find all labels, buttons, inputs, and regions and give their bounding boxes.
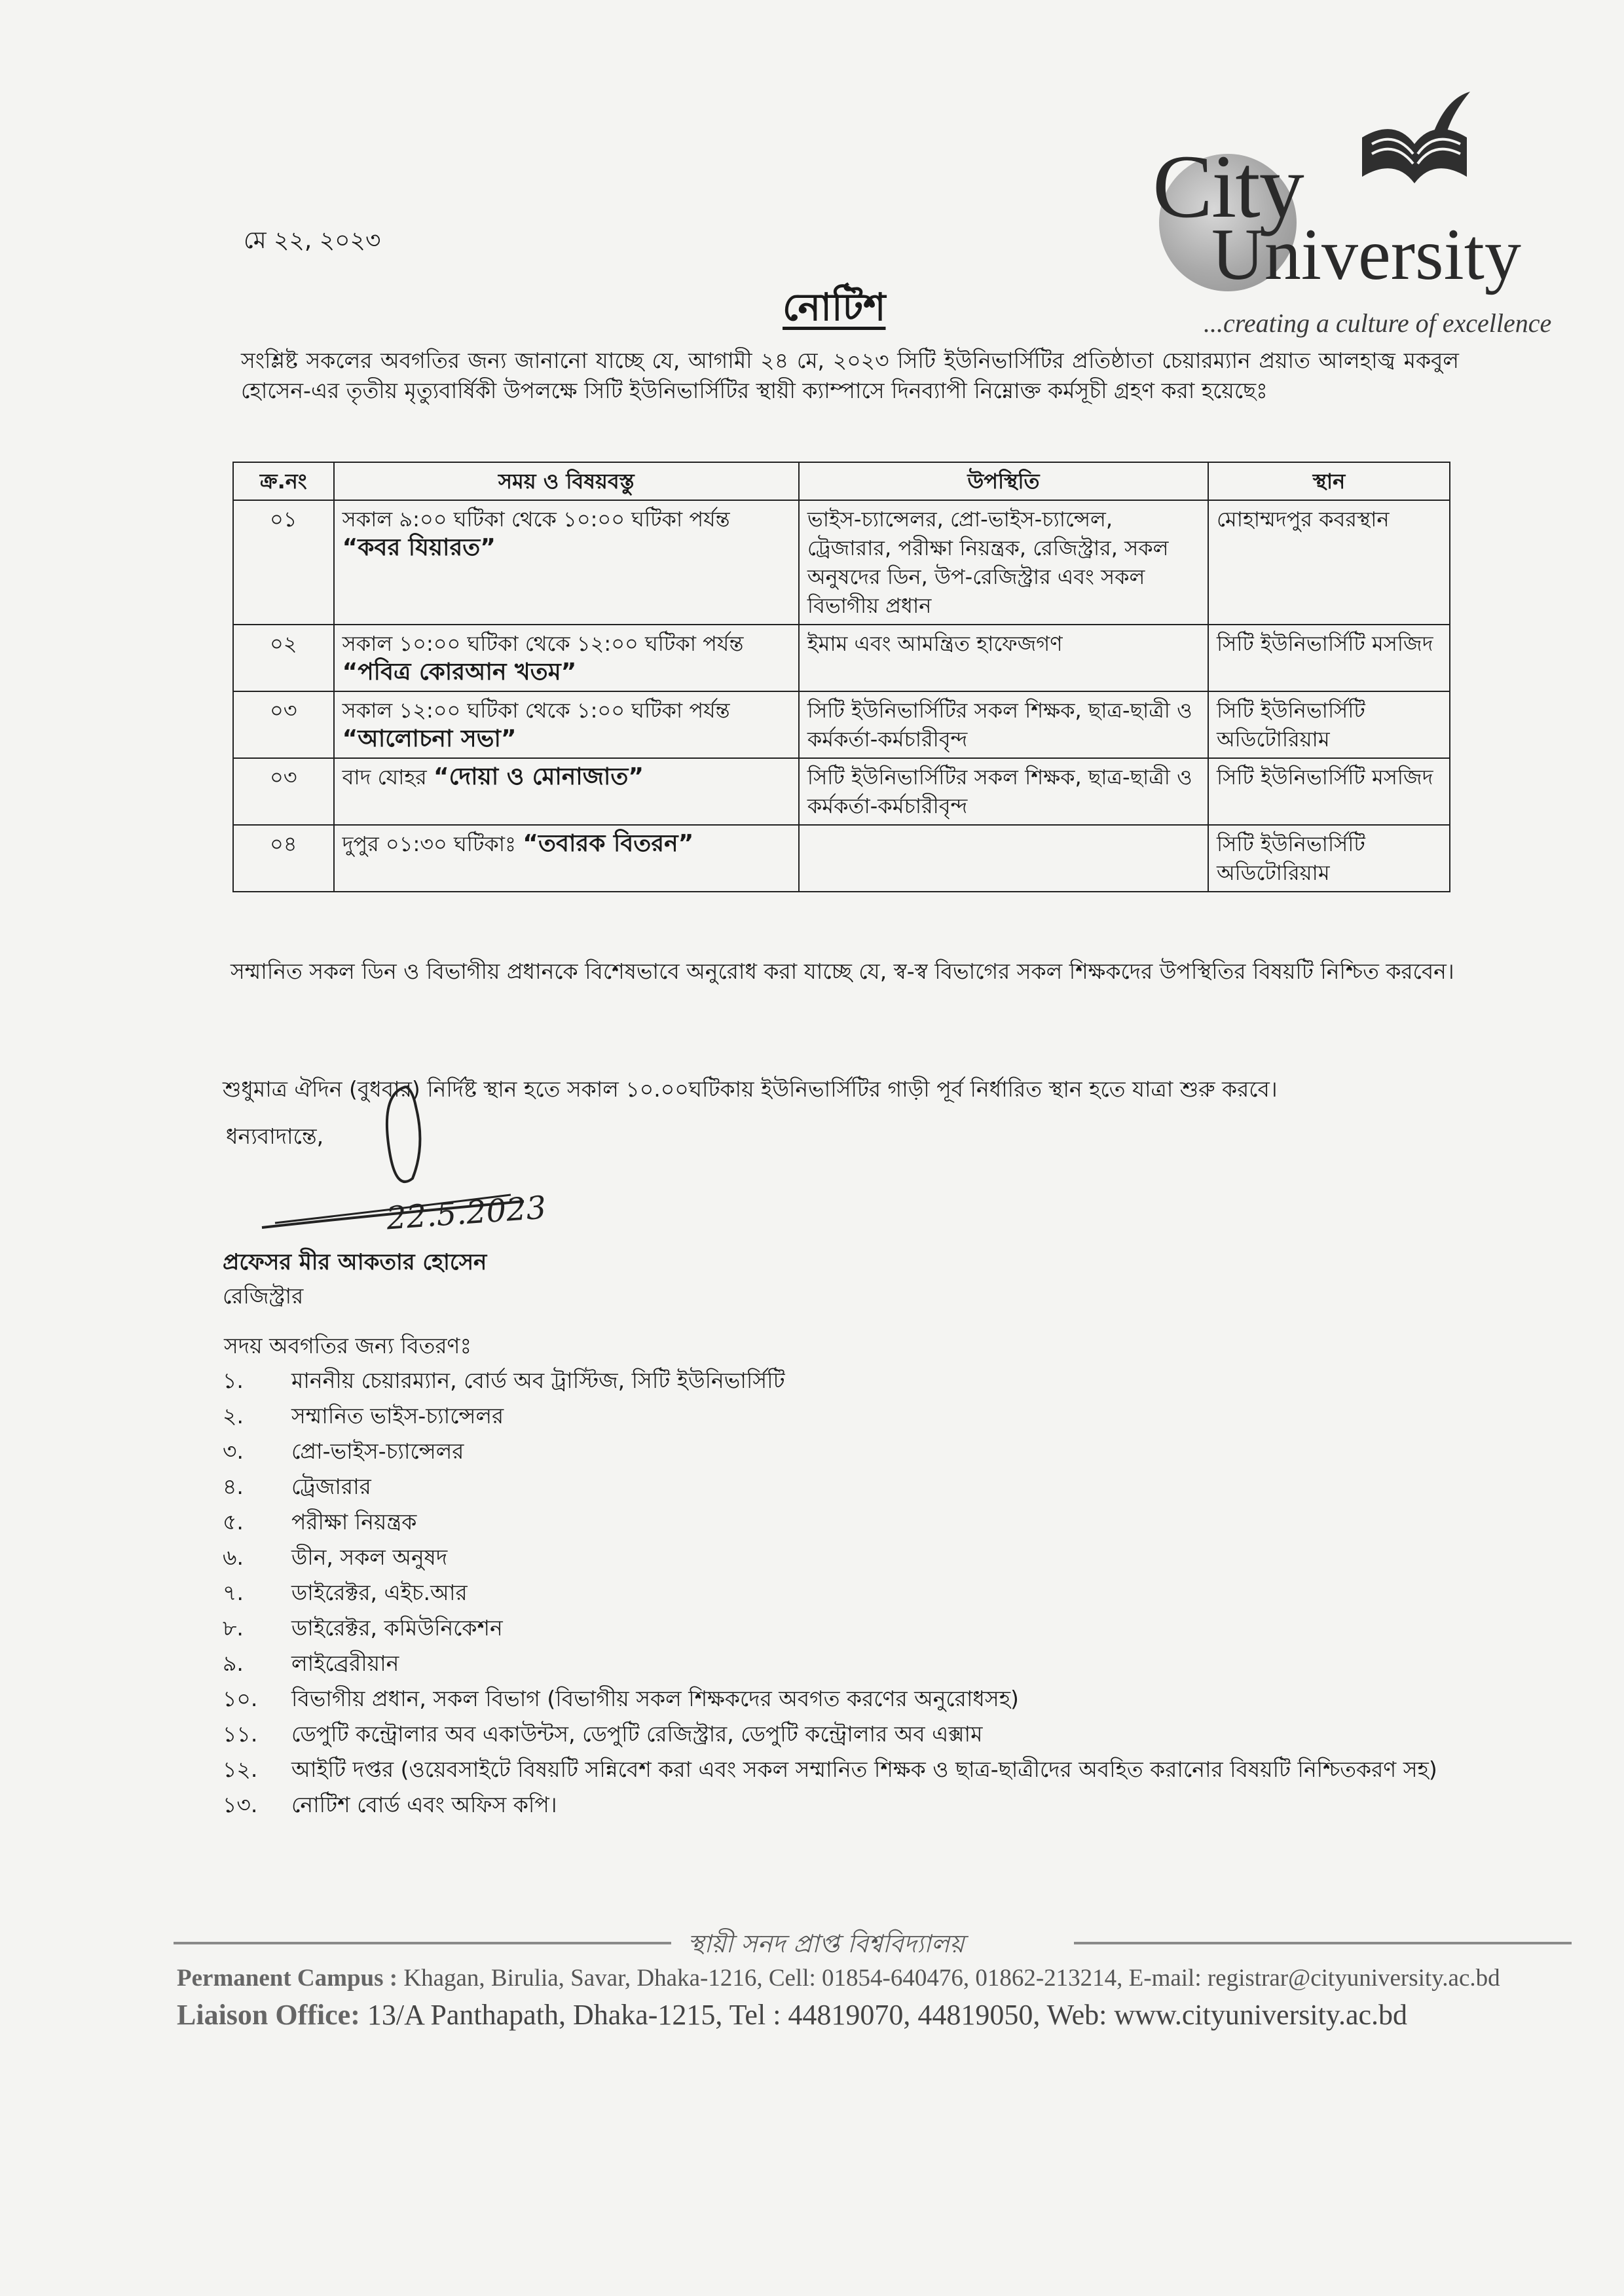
row-venue: মোহাম্মদপুর কবরস্থান: [1208, 500, 1450, 625]
campus-text: Khagan, Birulia, Savar, Dhaka-1216, Cell: 01854-640476, 01862-213214, E-mail: registrar@cityuniversity.ac.bd: [403, 1965, 1500, 1992]
signatory-name: প্রফেসর মীর আকতার হোসেন: [223, 1249, 487, 1275]
row-time-topic: [334, 625, 799, 691]
list-item: [223, 1434, 1467, 1469]
signature-date: 22.5.2023: [385, 1189, 547, 1237]
logo-university-text: University: [1211, 214, 1521, 295]
logo-tagline: ...creating a culture of excellence: [1204, 308, 1552, 338]
table-row: [233, 500, 1450, 625]
logo-city-text: City: [1153, 136, 1303, 236]
list-item: [223, 1752, 1467, 1787]
row-time: সকাল ১০:০০ ঘটিকা থেকে ১২:০০ ঘটিকা পর্যন্ত: [342, 631, 744, 656]
row-venue: সিটি ইউনিভার্সিটি মসজিদ: [1208, 758, 1450, 825]
row-topic: “পবিত্র কোরআন খতম”: [342, 659, 577, 685]
row-venue: সিটি ইউনিভার্সিটি অডিটোরিয়াম: [1208, 691, 1450, 758]
row-attendance: সিটি ইউনিভার্সিটির সকল শিক্ষক, ছাত্র-ছাত্রী ও কর্মকর্তা-কর্মচারীবৃন্দ: [799, 758, 1208, 825]
list-item: [223, 1398, 1467, 1434]
table-row: [233, 625, 1450, 691]
item-text: সম্মানিত ভাইস-চ্যান্সেলর: [291, 1403, 504, 1429]
list-item: [223, 1717, 1467, 1752]
distribution-heading: সদয় অবগতির জন্য বিতরণঃ: [224, 1333, 472, 1358]
liaison-text: 13/A Panthapath, Dhaka-1215, Tel : 44819070, 44819050, Web: www.cityuniversity.ac.bd: [367, 1999, 1408, 2031]
list-item: [223, 1504, 1467, 1540]
item-text: ডাইরেক্টর, এইচ.আর: [291, 1580, 468, 1605]
row-venue: সিটি ইউনিভার্সিটি অডিটোরিয়াম: [1208, 825, 1450, 892]
item-number: ২.: [223, 1403, 244, 1429]
transport-note: শুধুমাত্র ঐদিন (বুধবার) নির্দিষ্ট স্থান হতে সকাল ১০.০০ঘটিকায় ইউনিভার্সিটির গাড়ী পূর্ব নির্ধারিত স্থান হতে যাত্রা শুরু করবে।: [223, 1076, 1278, 1102]
item-number: ৪.: [223, 1474, 244, 1499]
list-item: [223, 1575, 1467, 1611]
row-time: দুপুর ০১:৩০ ঘটিকাঃ: [342, 831, 517, 856]
campus-address: [177, 1964, 1500, 1992]
item-text: বিভাগীয় প্রধান, সকল বিভাগ (বিভাগীয় সকল শিক্ষকদের অবগত করণের অনুরোধসহ): [291, 1686, 1019, 1711]
row-topic: “কবর যিয়ারত”: [342, 534, 496, 561]
row-time-topic: [334, 825, 799, 892]
list-item: [223, 1363, 1467, 1398]
item-number: ৭.: [223, 1580, 244, 1605]
item-text: ডীন, সকল অনুষদ: [291, 1544, 448, 1570]
item-text: আইটি দপ্তর (ওয়েবসাইটে বিষয়টি সন্নিবেশ করা এবং সকল সম্মানিত শিক্ষক ও ছাত্র-ছাত্রীদের অবহিত করানোর বিষয়টি নিশ্চিতকরণ সহ): [291, 1757, 1437, 1782]
campus-label: Permanent Campus :: [177, 1965, 398, 1992]
row-time-topic: [334, 500, 799, 625]
row-serial: ০১: [233, 500, 334, 625]
item-number: ১১.: [223, 1721, 258, 1747]
row-time-topic: [334, 691, 799, 758]
row-attendance: [799, 825, 1208, 892]
header-serial: ক্র.নং: [233, 462, 334, 500]
row-time-topic: [334, 758, 799, 825]
table-row: [233, 758, 1450, 825]
item-text: নোটিশ বোর্ড এবং অফিস কপি।: [291, 1792, 557, 1817]
footer-divider-left: [174, 1942, 671, 1944]
item-text: প্রো-ভাইস-চ্যান্সেলর: [291, 1438, 464, 1464]
item-text: ডেপুটি কন্ট্রোলার অব একাউন্টস, ডেপুটি রেজিস্ট্রার, ডেপুটি কন্ট্রোলার অব এক্সাম: [291, 1721, 983, 1747]
item-number: ৯.: [223, 1650, 244, 1676]
header-time-topic: সময় ও বিষয়বস্তু: [334, 462, 799, 500]
row-time: সকাল ৯:০০ ঘটিকা থেকে ১০:০০ ঘটিকা পর্যন্ত: [342, 507, 730, 532]
list-item: [223, 1469, 1467, 1504]
list-item: [223, 1681, 1467, 1717]
row-venue: সিটি ইউনিভার্সিটি মসজিদ: [1208, 625, 1450, 691]
row-time: সকাল ১২:০০ ঘটিকা থেকে ১:০০ ঘটিকা পর্যন্ত: [342, 698, 730, 723]
schedule-table: [232, 462, 1450, 892]
row-serial: ০৪: [233, 825, 334, 892]
item-text: ট্রেজারার: [291, 1474, 371, 1499]
row-attendance: সিটি ইউনিভার্সিটির সকল শিক্ষক, ছাত্র-ছাত্রী ও কর্মকর্তা-কর্মচারীবৃন্দ: [799, 691, 1208, 758]
item-number: ১.: [223, 1368, 244, 1393]
row-attendance: ইমাম এবং আমন্ত্রিত হাফেজগণ: [799, 625, 1208, 691]
list-item: [223, 1646, 1467, 1681]
notice-title: নোটিশ: [783, 285, 886, 329]
row-topic: “দোয়া ও মোনাজাত”: [433, 763, 644, 790]
list-item: [223, 1611, 1467, 1646]
footer-divider-right: [1074, 1942, 1572, 1944]
item-number: ৬.: [223, 1544, 244, 1570]
item-text: ডাইরেক্টর, কমিউনিকেশন: [291, 1615, 503, 1641]
table-row: [233, 691, 1450, 758]
item-number: ১২.: [223, 1757, 258, 1782]
item-number: ৫.: [223, 1509, 244, 1535]
row-serial: ০২: [233, 625, 334, 691]
footer-motto: স্থায়ী সনদ প্রাপ্ত বিশ্ববিদ্যালয়: [688, 1929, 965, 1958]
item-number: ১৩.: [223, 1792, 258, 1817]
closing-text: ধন্যবাদান্তে,: [226, 1123, 324, 1149]
request-note: সম্মানিত সকল ডিন ও বিভাগীয় প্রধানকে বিশেষভাবে অনুরোধ করা যাচ্ছে যে, স্ব-স্ব বিভাগের সকল শিক্ষকদের উপস্থিতির বিষয়টি নিশ্চিত করবেন।: [231, 958, 1454, 984]
intro-paragraph: সংশ্লিষ্ট সকলের অবগতির জন্য জানানো যাচ্ছে যে, আগামী ২৪ মে, ২০২৩ সিটি ইউনিভার্সিটির প্রতিষ্ঠাতা চেয়ারম্যান প্রয়াত আলহাজ্ব মকবুল হোসেন-এর তৃতীয় মৃত্যুবার্ষিকী উপলক্ষে সিটি ইউনিভার্সিটির স্থায়ী ক্যাম্পাসে দিনব্যাপী নিম্নোক্ত কর্মসূচী গ্রহণ করা হয়েছেঃ: [241, 348, 1459, 403]
row-topic: “আলোচনা সভা”: [342, 725, 517, 752]
item-number: ৩.: [223, 1438, 244, 1464]
item-number: ১০.: [223, 1686, 258, 1711]
liaison-address: [177, 1998, 1407, 2032]
list-item: [223, 1787, 1467, 1823]
item-text: পরীক্ষা নিয়ন্ত্রক: [291, 1509, 417, 1535]
item-text: লাইব্রেরীয়ান: [291, 1650, 399, 1676]
header-attendance: উপস্থিতি: [799, 462, 1208, 500]
header-venue: স্থান: [1208, 462, 1450, 500]
open-book-icon: [1356, 92, 1473, 190]
table-row: [233, 825, 1450, 892]
notice-date: মে ২২, ২০২৩: [244, 227, 381, 254]
item-number: ৮.: [223, 1615, 244, 1641]
signatory-title: রেজিস্ট্রার: [223, 1283, 304, 1309]
row-topic: “তবারক বিতরন”: [523, 830, 694, 857]
row-serial: ০৩: [233, 758, 334, 825]
liaison-label: Liaison Office:: [177, 1999, 360, 2031]
table-header-row: [233, 462, 1450, 500]
distribution-list: [223, 1363, 1467, 1823]
row-attendance: ভাইস-চ্যান্সেলর, প্রো-ভাইস-চ্যান্সেল, ট্রেজারার, পরীক্ষা নিয়ন্ত্রক, রেজিস্ট্রার, সকল অনুষদের ডিন, উপ-রেজিস্ট্রার এবং সকল বিভাগীয় প্রধান: [799, 500, 1208, 625]
list-item: [223, 1540, 1467, 1575]
item-text: মাননীয় চেয়ারম্যান, বোর্ড অব ট্রাস্টিজ, সিটি ইউনিভার্সিটি: [291, 1368, 785, 1393]
row-time: বাদ যোহর: [342, 765, 427, 790]
row-serial: ০৩: [233, 691, 334, 758]
